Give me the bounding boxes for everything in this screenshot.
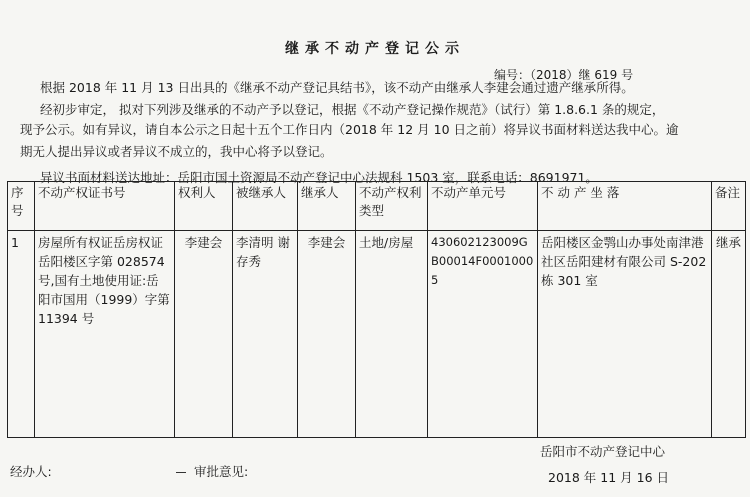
header-owner: 权利人 [175,182,233,231]
issue-date: 2018 年 11 月 16 日 [548,470,669,485]
cell-cert: 房屋所有权证岳房权证岳阳楼区字第 028574 号,国有土地使用证:岳阳市国用（1999）字第 11394 号 [35,231,175,438]
review-label: 审批意见: [194,464,249,479]
paragraph-basis: 根据 2018 年 11 月 13 日出具的《继承不动产登记具结书》，该不动产由继承人李建会通过遗产继承所得。 [40,80,634,95]
paragraph-review: 经初步审定， 拟对下列涉及继承的不动产予以登记，根据《不动产登记操作规范》（试行）第 1.8.6.1 条的规定， [40,102,665,117]
cell-note: 继承 [712,231,746,438]
header-location: 不 动 产 坐 落 [538,182,712,231]
cell-location: 岳阳楼区金鹗山办事处南津港社区岳阳建材有限公司 S-202 栋 301 室 [538,231,712,438]
header-heir: 继承人 [298,182,356,231]
paragraph-objection-line2: 期无人提出异议或者异议不成立的，我中心将予以登记。 [20,144,333,159]
header-cert: 不动产权证书号 [35,182,175,231]
table-header-row [8,182,746,231]
cell-owner: 李建会 [175,231,233,438]
review-label-wrapper [176,462,248,480]
cell-deceased: 李清明 谢存秀 [233,231,298,438]
header-seq: 序号 [8,182,35,231]
issuing-organization: 岳阳市不动产登记中心 [540,444,666,459]
paragraph-address: 异议书面材料送达地址：岳阳市国土资源局不动产登记中心法规科 1503 室，联系电话：8691971。 [40,170,598,185]
cell-right-type: 土地/房屋 [356,231,428,438]
header-deceased: 被继承人 [233,182,298,231]
handler-label: 经办人: [10,464,52,479]
paragraph-objection-line1: 现予公示。如有异议，请自本公示之日起十五个工作日内（2018 年 12 月 10 日之前）将异议书面材料送达我中心。逾 [20,122,679,137]
header-right-type: 不动产权利类型 [356,182,428,231]
cell-unit-no: 430602123009GB00014F00010005 [428,231,538,438]
cell-seq: 1 [8,231,35,438]
cell-heir: 李建会 [298,231,356,438]
table-row [8,231,746,438]
dash-mark [176,472,186,473]
header-unit-no: 不动产单元号 [428,182,538,231]
document-number: 编号：（2018）继 619 号 [494,68,634,82]
header-note: 备注 [712,182,746,231]
property-table [7,181,746,438]
document-title: 继承不动产登记公示 [285,41,465,57]
